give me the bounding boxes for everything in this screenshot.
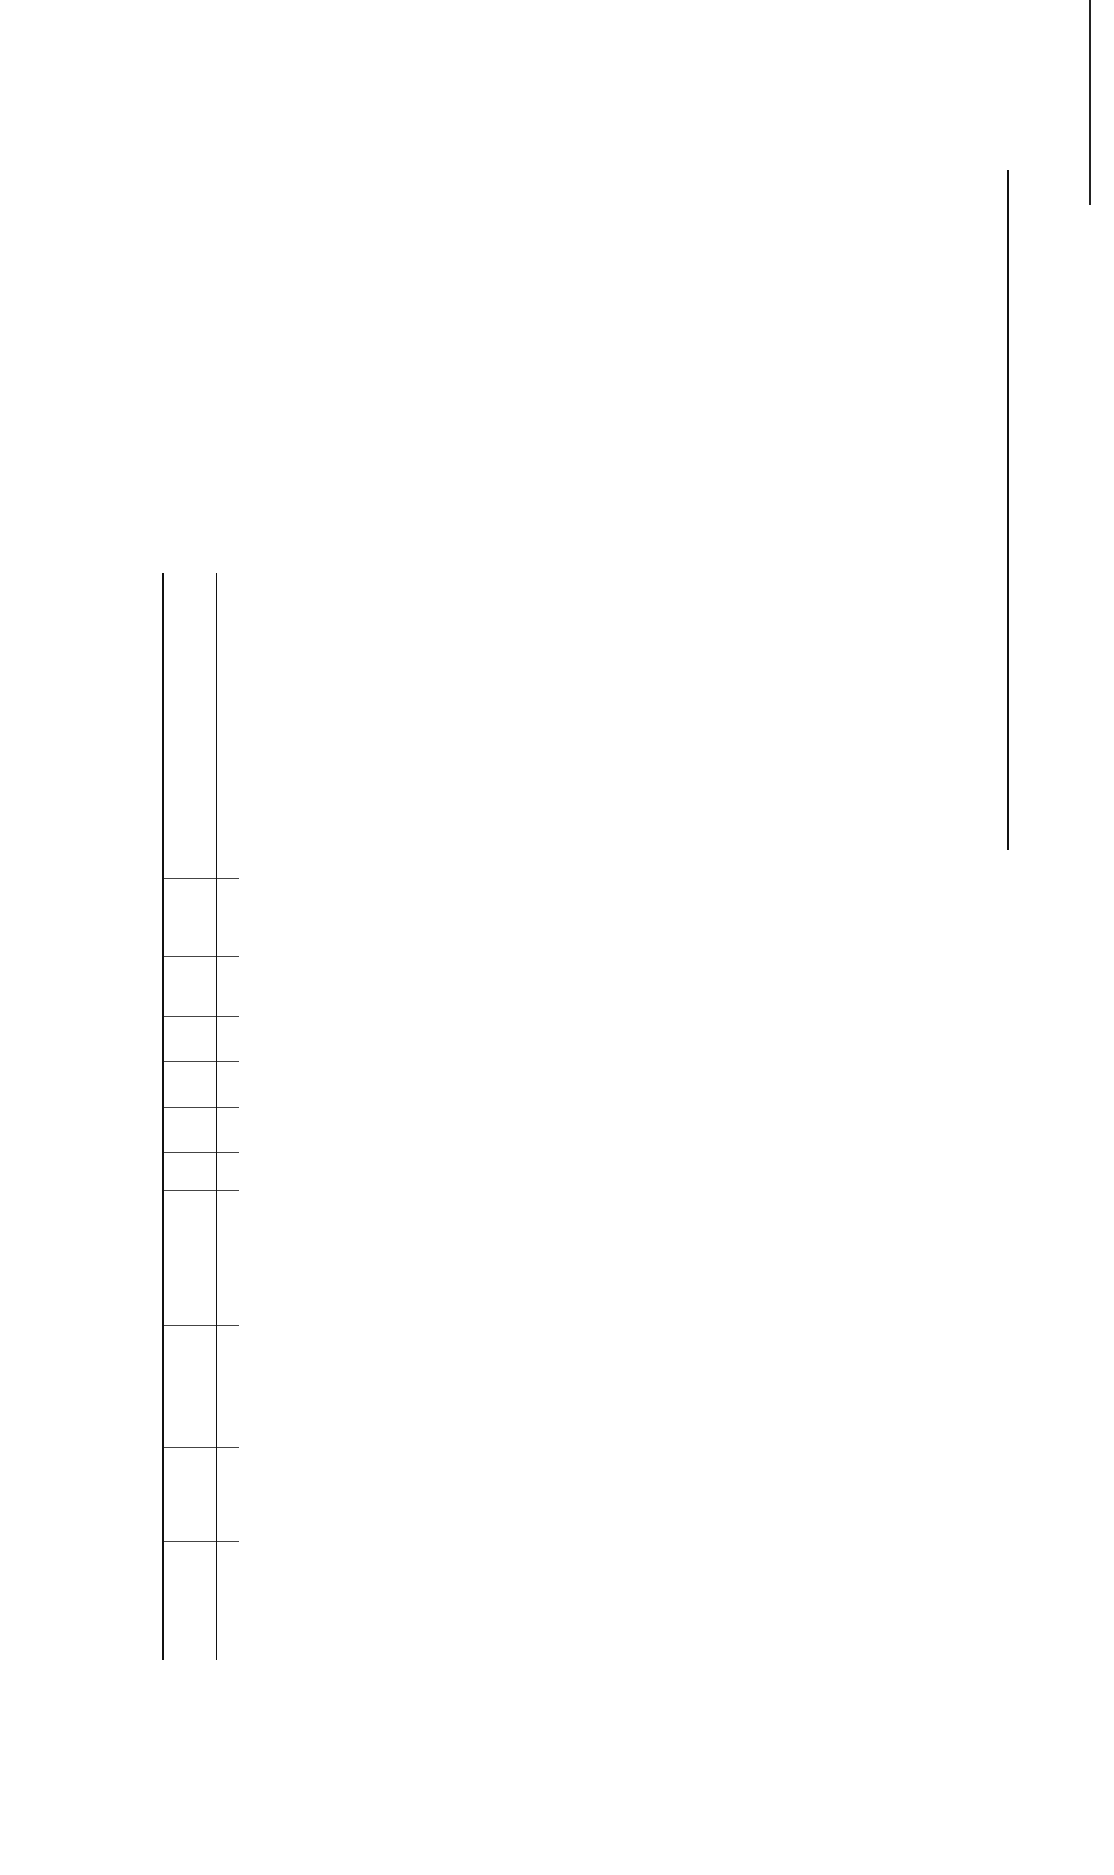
header-nature	[163, 1326, 217, 1448]
header-length	[163, 1108, 217, 1153]
header-road	[163, 1542, 217, 1660]
header-remarks	[163, 573, 217, 879]
header-breadth	[163, 1062, 217, 1108]
signature-rule	[1007, 170, 1009, 850]
header-value	[163, 879, 217, 957]
rotated-return-sheet	[82, 165, 1092, 1670]
totals-row	[217, 573, 240, 1660]
table-header-row	[163, 573, 217, 1660]
header-locality	[163, 1448, 217, 1542]
header-cubic	[163, 957, 217, 1017]
header-depth	[163, 1017, 217, 1062]
header-work	[163, 1191, 217, 1326]
header-chains	[163, 1153, 217, 1191]
total-chains	[217, 1153, 240, 1191]
road-work-table	[162, 573, 239, 1660]
total-value	[217, 879, 240, 957]
total-cubic	[217, 957, 240, 1017]
